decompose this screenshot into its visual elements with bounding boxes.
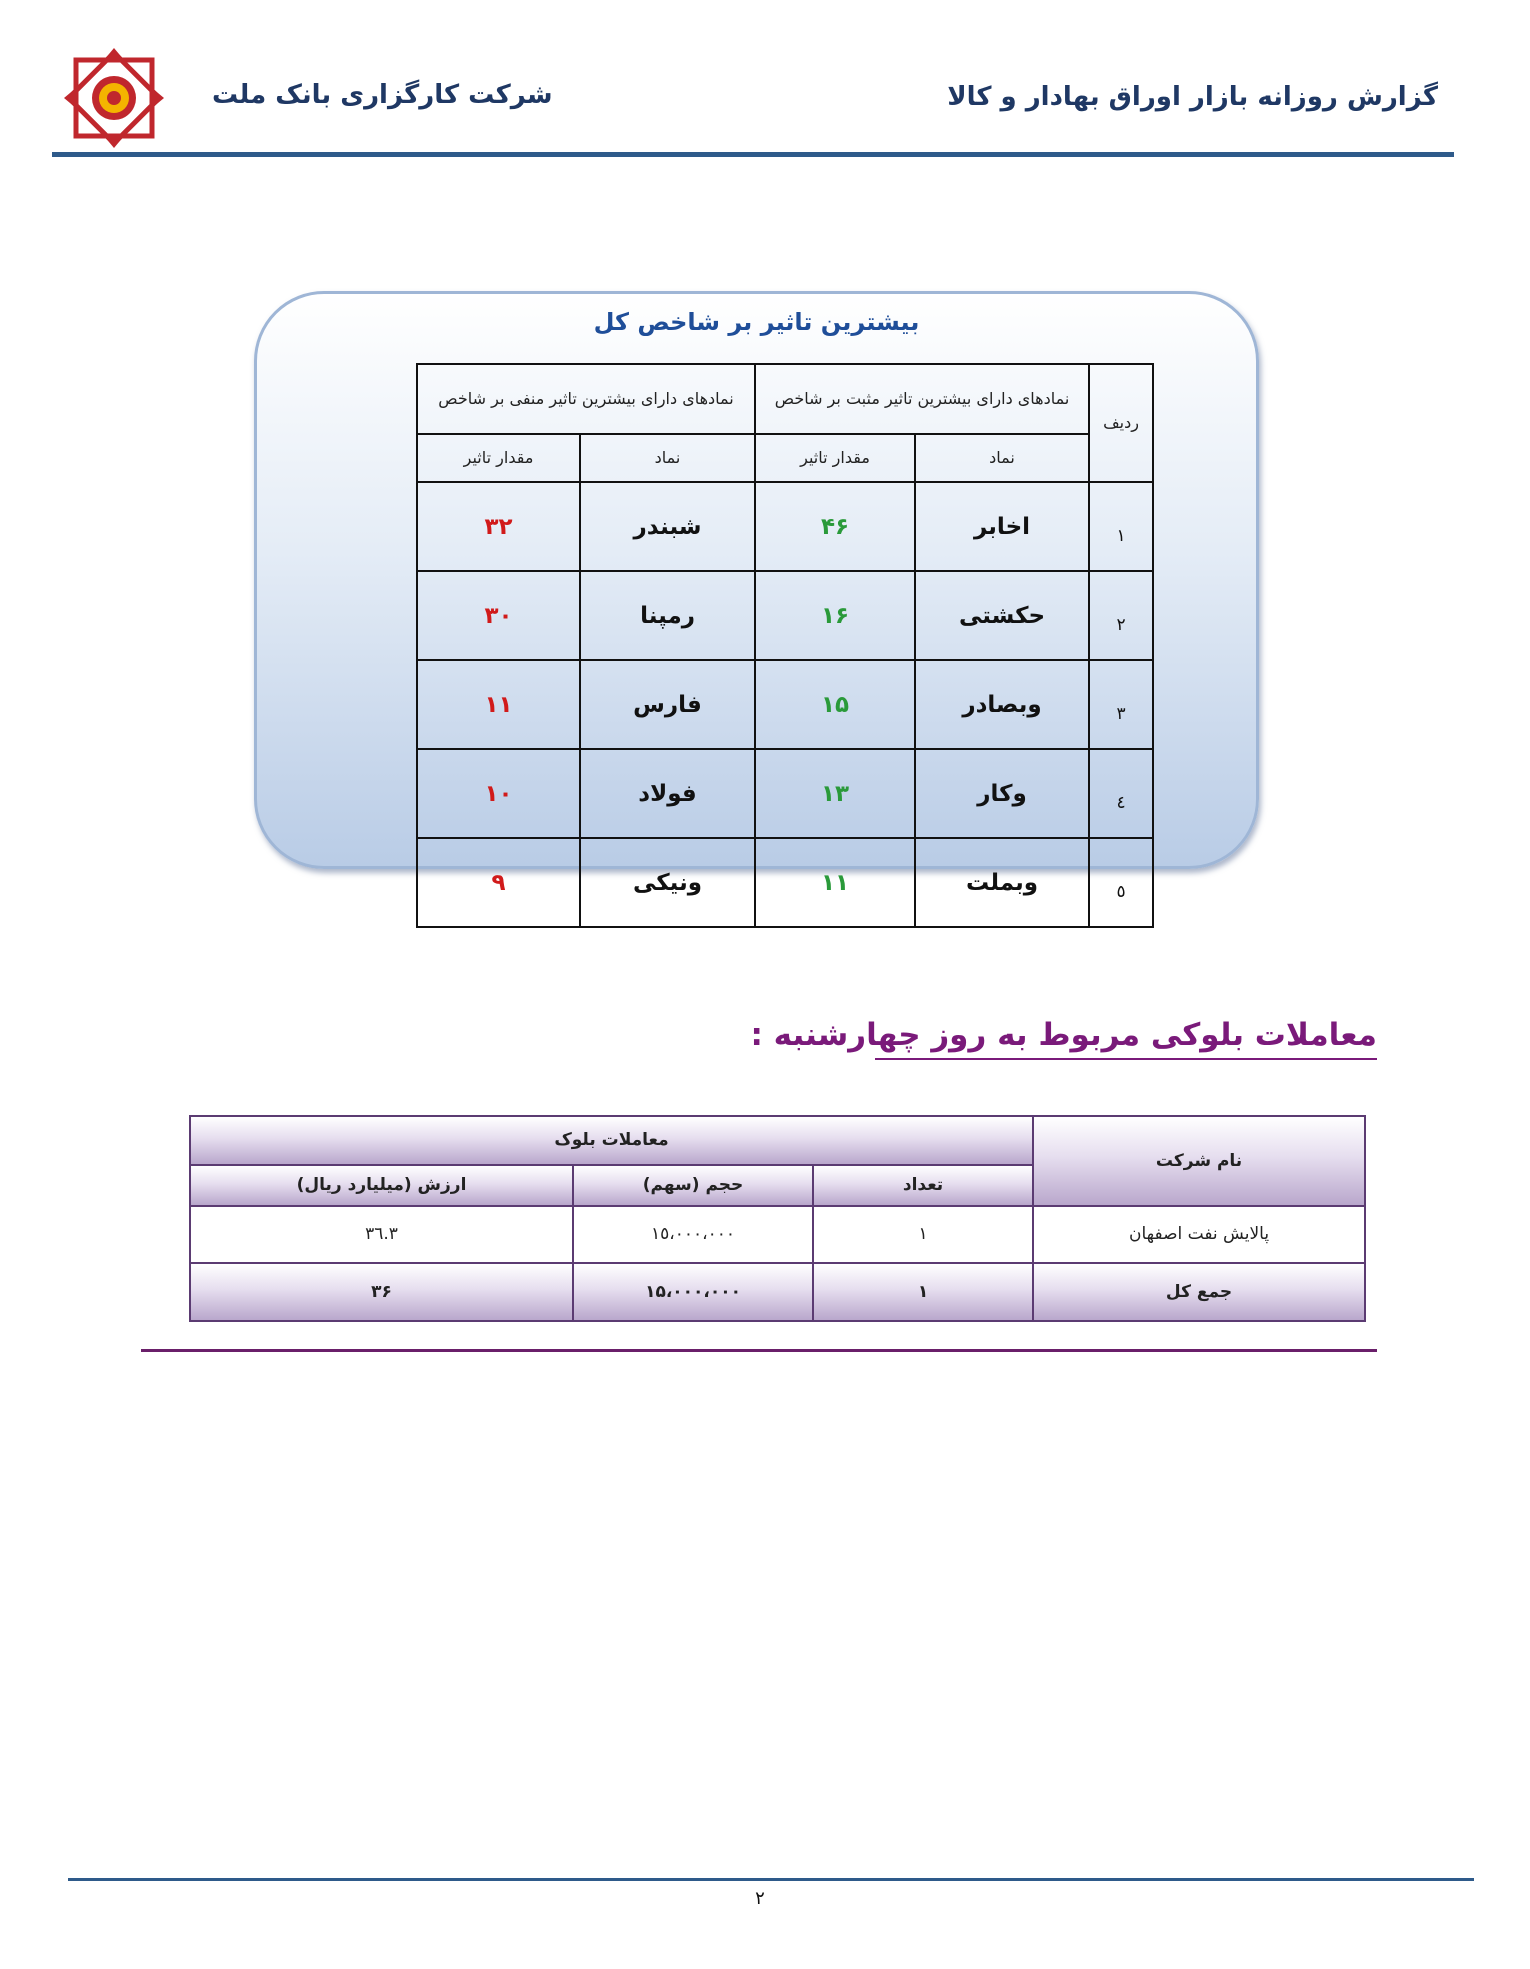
pos-symbol-cell: حکشتی: [915, 571, 1089, 660]
total-value-cell: ۳۶: [190, 1263, 573, 1321]
neg-amount-header: مقدار تاثیر: [417, 434, 580, 482]
table-row: [417, 660, 1153, 749]
pos-symbol-cell: وکار: [915, 749, 1089, 838]
header-divider: [52, 152, 1454, 157]
rank-cell: ٢: [1089, 571, 1153, 660]
block-trades-heading-underline: [875, 1058, 1377, 1060]
count-header: تعداد: [813, 1165, 1033, 1206]
block-trades-table: [189, 1115, 1366, 1322]
neg-value-cell: ۳۰: [417, 571, 580, 660]
total-volume-cell: ۱۵،۰۰۰،۰۰۰: [573, 1263, 813, 1321]
table-row: [417, 749, 1153, 838]
bank-mellat-logo-icon: [62, 46, 166, 150]
neg-value-cell: ۹: [417, 838, 580, 927]
table-row: [417, 571, 1153, 660]
table-row: [190, 1206, 1365, 1263]
index-impact-table: [416, 363, 1154, 928]
pos-value-cell: ۱۶: [755, 571, 915, 660]
count-cell: ١: [813, 1206, 1033, 1263]
pos-value-cell: ۱۳: [755, 749, 915, 838]
block-group-header: معاملات بلوک: [190, 1116, 1033, 1165]
rank-cell: ١: [1089, 482, 1153, 571]
rank-cell: ٣: [1089, 660, 1153, 749]
pos-symbol-header: نماد: [915, 434, 1089, 482]
company-header: نام شرکت: [1033, 1116, 1365, 1206]
neg-value-cell: ۱۰: [417, 749, 580, 838]
total-count-cell: ۱: [813, 1263, 1033, 1321]
section-divider: [141, 1349, 1377, 1352]
pos-symbol-cell: وبصادر: [915, 660, 1089, 749]
table-row: [417, 482, 1153, 571]
neg-symbol-cell: رمپنا: [580, 571, 755, 660]
table-row: [417, 838, 1153, 927]
index-impact-title: بیشترین تاثیر بر شاخص کل: [593, 308, 920, 336]
pos-amount-header: مقدار تاثیر: [755, 434, 915, 482]
rank-header: ردیف: [1089, 364, 1153, 482]
neg-value-cell: ۳۲: [417, 482, 580, 571]
page-number: ٢: [755, 1888, 765, 1909]
pos-symbol-cell: اخابر: [915, 482, 1089, 571]
footer-divider: [68, 1878, 1474, 1881]
neg-symbol-cell: فارس: [580, 660, 755, 749]
neg-symbol-cell: ونیکی: [580, 838, 755, 927]
rank-cell: ٥: [1089, 838, 1153, 927]
value-cell: ٣٦.٣: [190, 1206, 573, 1263]
pos-value-cell: ۴۶: [755, 482, 915, 571]
neg-value-cell: ۱۱: [417, 660, 580, 749]
company-cell: پالایش نفت اصفهان: [1033, 1206, 1365, 1263]
report-title: گزارش روزانه بازار اوراق بهادار و کالا: [947, 82, 1438, 112]
company-name: شرکت کارگزاری بانک ملت: [212, 80, 553, 110]
volume-header: حجم (سهم): [573, 1165, 813, 1206]
neg-symbol-header: نماد: [580, 434, 755, 482]
total-label-cell: جمع کل: [1033, 1263, 1365, 1321]
pos-symbol-cell: وبملت: [915, 838, 1089, 927]
volume-cell: ١٥،٠٠٠،٠٠٠: [573, 1206, 813, 1263]
rank-cell: ٤: [1089, 749, 1153, 838]
total-row: [190, 1263, 1365, 1321]
block-trades-heading: معاملات بلوکی مربوط به روز چهارشنبه :: [750, 1017, 1377, 1053]
neg-symbol-cell: شبندر: [580, 482, 755, 571]
pos-value-cell: ۱۱: [755, 838, 915, 927]
neg-symbol-cell: فولاد: [580, 749, 755, 838]
value-header: ارزش (میلیارد ریال): [190, 1165, 573, 1206]
pos-value-cell: ۱۵: [755, 660, 915, 749]
positive-group-header: نمادهای دارای بیشترین تاثیر مثبت بر شاخص: [755, 364, 1089, 434]
negative-group-header: نمادهای دارای بیشترین تاثیر منفی بر شاخص: [417, 364, 755, 434]
